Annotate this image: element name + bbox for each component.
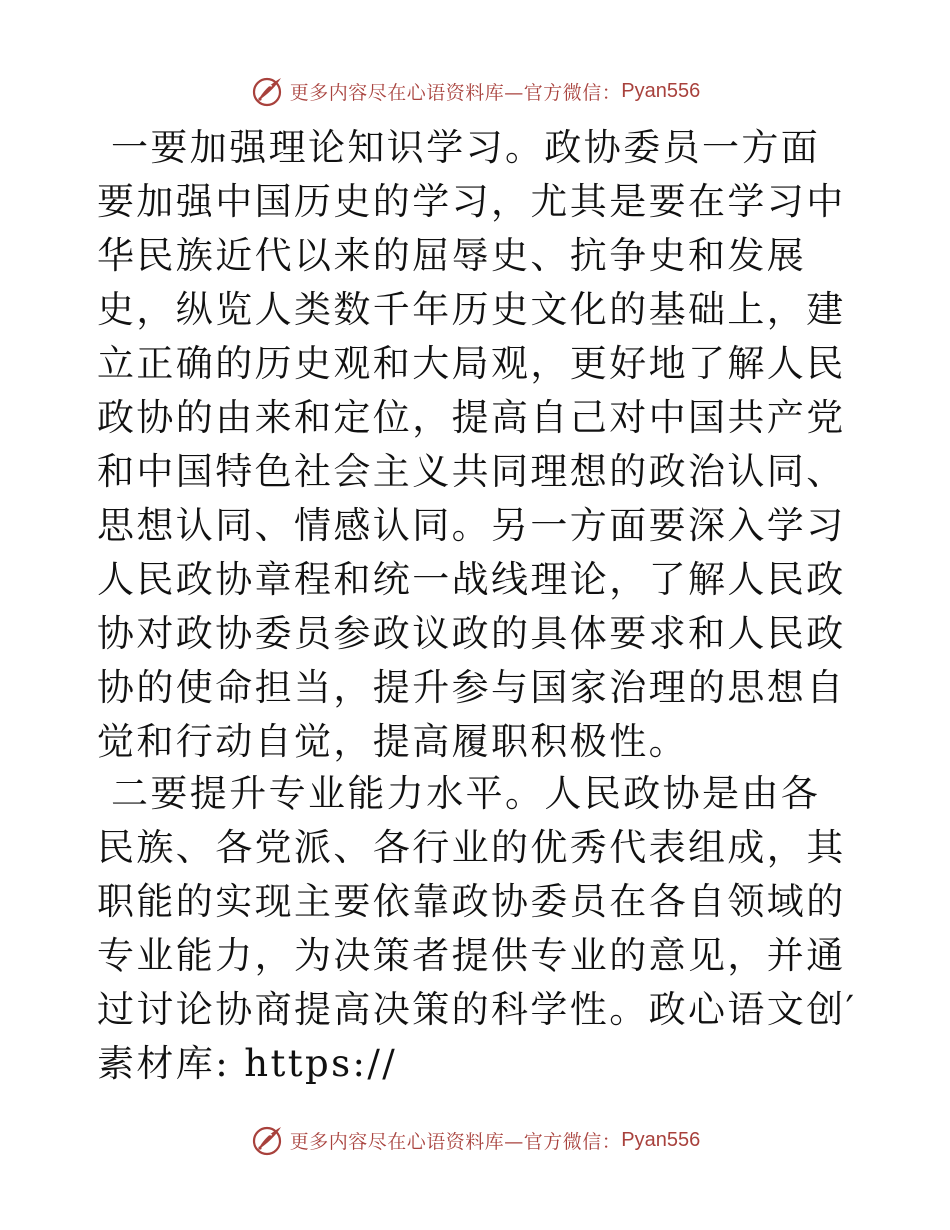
paragraph-professional-ability: 二要提升专业能力水平。人民政协是由各民族、各党派、各行业的优秀代表组成，其职能的实现主要依靠政协委员在各自领域的专业能力，为决策者提供专业的意见，并通过讨论协商提高决策的科学性。政心语文创′素材库: https://: [97, 772, 857, 1085]
quill-pen-logo-icon: [250, 74, 284, 108]
paragraph-theory-study: 一要加强理论知识学习。政协委员一方面要加强中国历史的学习，尤其是要在学习中华民族近代以来的屈辱史、抗争史和发展史，纵览人类数千年历史文化的基础上，建立正确的历史观和大局观，更好地了解人民政协的由来和定位，提高自己对中国共产党和中国特色社会主义共同理想的政治认同、思想认同、情感认同。另一方面要深入学习人民政协章程和统一战线理论，了解人民政协对政协委员参政议政的具体要求和人民政协的使命担当，提升参与国家治理的思想自觉和行动自觉，提高履职积极性。: [97, 126, 846, 763]
wechat-handle: Pyan556: [621, 1128, 701, 1151]
wechat-handle: Pyan556: [621, 79, 701, 102]
banner-slogan: 更多内容尽在心语资料库—官方微信：: [289, 1130, 622, 1153]
footer-banner: [0, 1120, 950, 1160]
header-banner: [0, 71, 950, 111]
quill-pen-logo-icon: [250, 1123, 284, 1157]
banner-slogan: 更多内容尽在心语资料库—官方微信：: [289, 81, 622, 104]
